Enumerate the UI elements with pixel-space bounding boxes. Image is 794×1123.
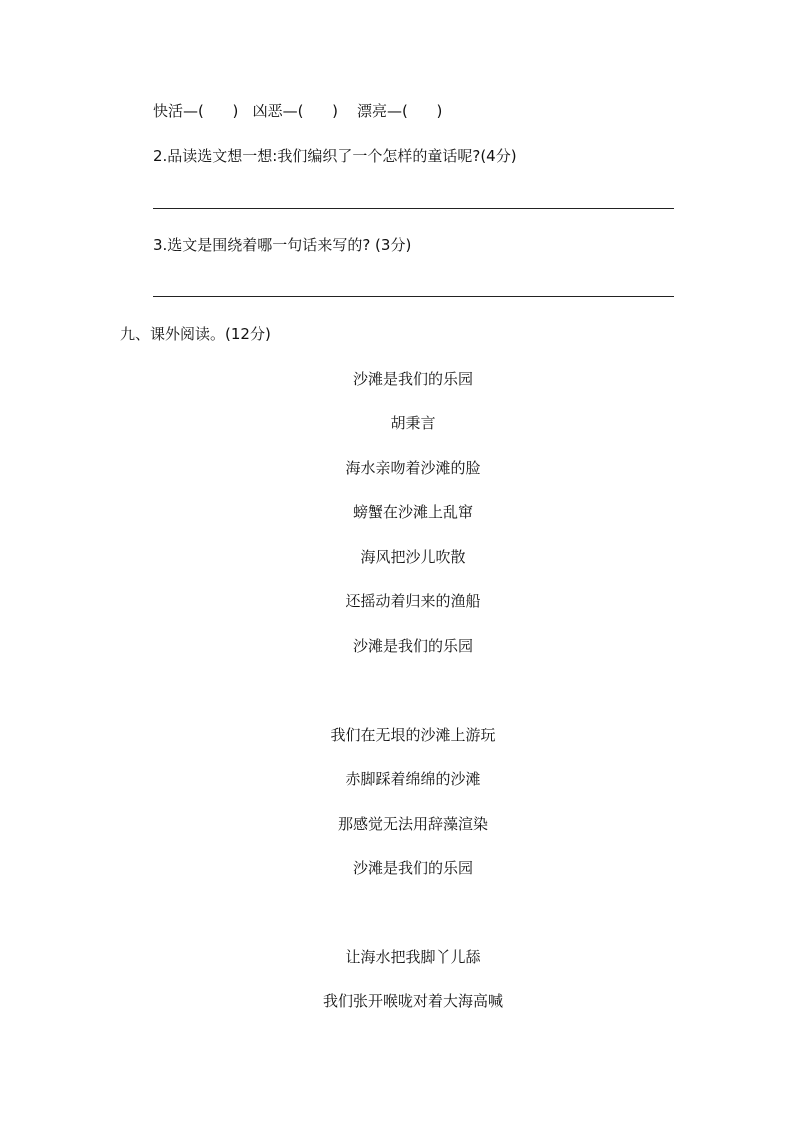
question-3: 3.选文是围绕着哪一句话来写的? (3分) bbox=[153, 236, 412, 254]
poem-line: 沙滩是我们的乐园 bbox=[352, 637, 473, 655]
poem-author: 胡秉言 bbox=[390, 414, 436, 432]
poem-line: 海水亲吻着沙滩的脸 bbox=[345, 459, 481, 477]
question-2: 2.品读选文想一想:我们编织了一个怎样的童话呢?(4分) bbox=[153, 147, 517, 165]
poem-line: 赤脚踩着绵绵的沙滩 bbox=[345, 770, 481, 788]
poem-line: 还摇动着归来的渔船 bbox=[345, 592, 481, 610]
poem-line: 那感觉无法用辞藻渲染 bbox=[337, 815, 488, 833]
poem-line: 让海水把我脚丫儿舔 bbox=[345, 948, 481, 966]
poem-line: 我们张开喉咙对着大海高喊 bbox=[322, 992, 503, 1010]
answer-line-2[interactable] bbox=[153, 208, 674, 209]
poem-line: 螃蟹在沙滩上乱窜 bbox=[352, 503, 473, 521]
poem-title: 沙滩是我们的乐园 bbox=[352, 370, 473, 388]
answer-line-3[interactable] bbox=[153, 296, 674, 297]
section-heading: 九、课外阅读。(12分) bbox=[120, 325, 271, 343]
poem-line: 海风把沙儿吹散 bbox=[360, 548, 466, 566]
antonym-fill-row: 快活—( ) 凶恶—( ) 漂亮—( ) bbox=[153, 102, 443, 120]
poem-line: 沙滩是我们的乐园 bbox=[352, 859, 473, 877]
poem-line: 我们在无垠的沙滩上游玩 bbox=[330, 726, 496, 744]
